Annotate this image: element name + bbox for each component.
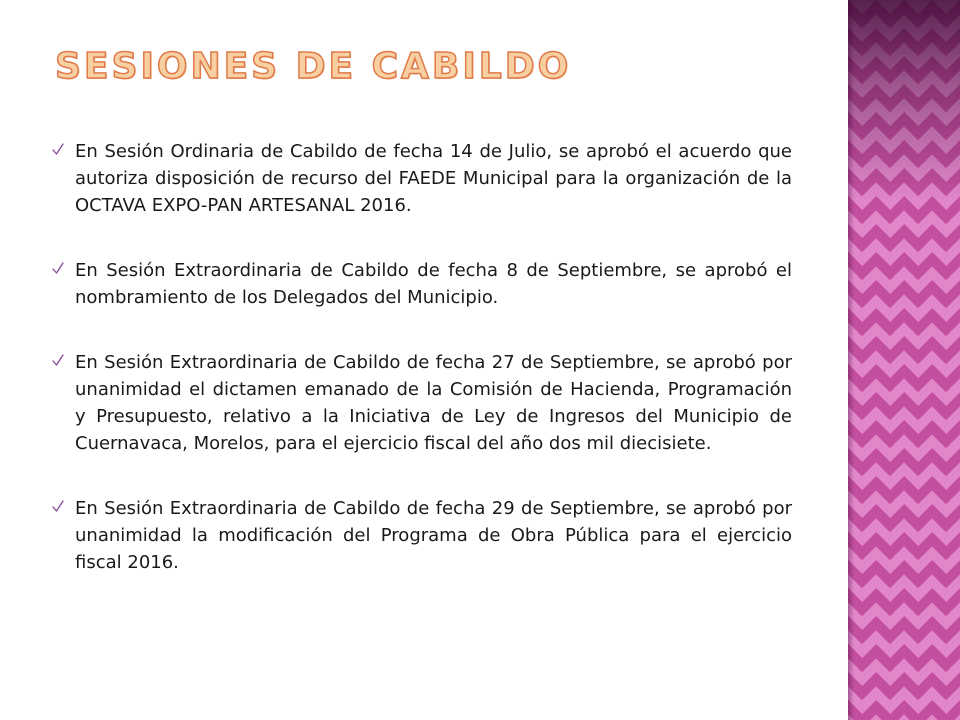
check-icon — [52, 353, 64, 367]
bullet-text: En Sesión Extraordinaria de Cabildo de fecha 29 de Septiembre, se aprobó por unanimidad la modificación del Programa de Obra Pública para el ejercicio fiscal 2016. — [75, 498, 792, 573]
side-panel-edge-shadow — [848, 0, 854, 720]
check-icon — [52, 261, 64, 275]
bullet-item — [50, 495, 792, 576]
decorative-side-panel — [848, 0, 960, 720]
slide-title: SESIONES DE CABILDO — [55, 46, 572, 87]
bullet-item — [50, 138, 792, 219]
bullet-item — [50, 257, 792, 311]
check-icon — [52, 499, 64, 513]
bullet-text: En Sesión Extraordinaria de Cabildo de fecha 8 de Septiembre, se aprobó el nombramiento de los Delegados del Municipio. — [75, 260, 792, 308]
check-icon — [52, 142, 64, 156]
bullet-text: En Sesión Ordinaria de Cabildo de fecha 14 de Julio, se aprobó el acuerdo que autoriza disposición de recurso del FAEDE Municipal para la organización de la OCTAVA EXPO-PAN ARTESANAL 2016. — [75, 141, 792, 216]
bullet-list — [50, 138, 792, 576]
bullet-item — [50, 349, 792, 457]
bullet-text: En Sesión Extraordinaria de Cabildo de fecha 27 de Septiembre, se aprobó por unanimidad el dictamen emanado de la Comisión de Hacienda, Programación y Presupuesto, relativo a la Iniciativa de Ley de Ingresos del Municipio de Cuernavaca, Morelos, para el ejercicio fiscal del año dos mil diecisiete. — [75, 352, 792, 454]
